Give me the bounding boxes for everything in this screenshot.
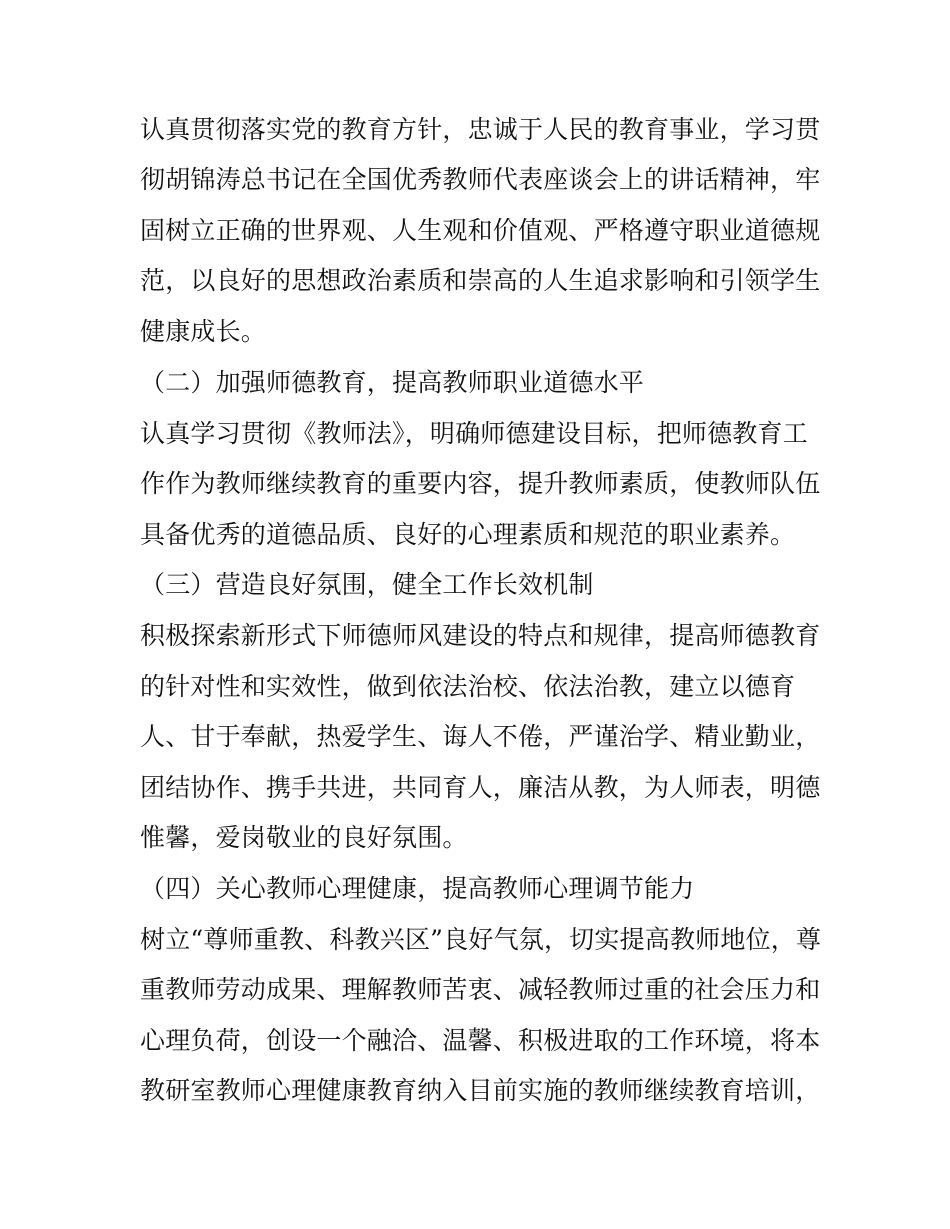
text-line: 认真贯彻落实党的教育方针，忠诚于人民的教育事业，学习贯 xyxy=(140,115,821,144)
text-line: 作作为教师继续教育的重要内容，提升教师素质，使教师队伍 xyxy=(140,469,821,498)
text-line: 惟馨，爱岗敬业的良好氛围。 xyxy=(140,823,468,852)
text-line: 重教师劳动成果、理解教师苦衷、减轻教师过重的社会压力和 xyxy=(140,975,821,1004)
text-line: 范，以良好的思想政治素质和崇高的人生追求影响和引领学生 xyxy=(140,266,821,295)
text-line: 心理负荷，创设一个融洽、温馨、积极进取的工作环境，将本 xyxy=(140,1026,821,1055)
text-line: 固树立正确的世界观、人生观和价值观、严格遵守职业道德规 xyxy=(140,216,821,245)
section-heading: （二）加强师德教育，提高教师职业道德水平 xyxy=(140,368,645,397)
text-line: 教研室教师心理健康教育纳入目前实施的教师继续教育培训， xyxy=(140,1076,821,1105)
section-heading: （三）营造良好氛围，健全工作长效机制 xyxy=(140,570,594,599)
text-line: 认真学习贯彻《教师法》，明确师德建设目标，把师德教育工 xyxy=(140,419,808,448)
text-line: 团结协作、携手共进，共同育人，廉洁从教，为人师表，明德 xyxy=(140,773,821,802)
text-line: 树立“尊师重教、科教兴区”良好气氛，切实提高教师地位，尊 xyxy=(140,925,822,954)
text-line: 健康成长。 xyxy=(140,317,267,346)
section-heading: （四）关心教师心理健康，提高教师心理调节能力 xyxy=(140,874,695,903)
text-line: 积极探索新形式下师德师风建设的特点和规律，提高师德教育 xyxy=(140,621,821,650)
text-line: 人、甘于奉献，热爱学生、诲人不倦，严谨治学、精业勤业， xyxy=(140,722,821,751)
text-line: 具备优秀的道德品质、良好的心理素质和规范的职业素养。 xyxy=(140,520,796,549)
text-line: 彻胡锦涛总书记在全国优秀教师代表座谈会上的讲话精神，牢 xyxy=(140,165,821,194)
text-line: 的针对性和实效性，做到依法治校、依法治教，建立以德育 xyxy=(140,672,796,701)
